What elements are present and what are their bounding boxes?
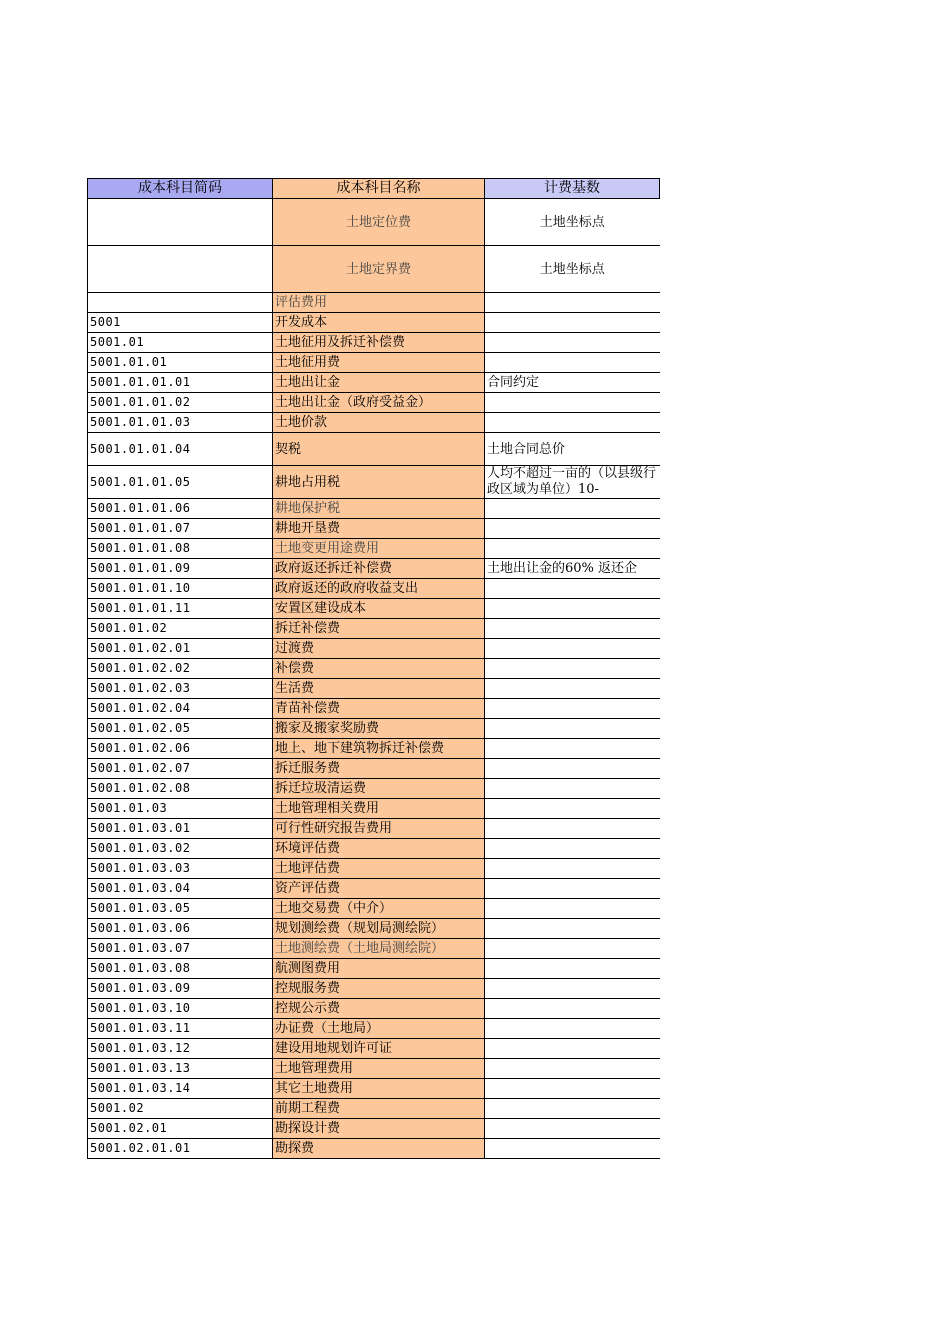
cell-basis[interactable] (485, 979, 660, 999)
cell-basis[interactable]: 土地出让金的60% 返还企 (485, 559, 660, 579)
cell-name[interactable]: 过渡费 (273, 639, 485, 659)
cell-code[interactable]: 5001.02.01 (88, 1119, 273, 1139)
table-row (88, 1039, 660, 1059)
table-row (88, 393, 660, 413)
cell-name[interactable]: 前期工程费 (273, 1099, 485, 1119)
table-row (88, 466, 660, 499)
table-row (88, 919, 660, 939)
cell-code[interactable] (88, 199, 273, 246)
cell-code[interactable]: 5001.01.03.04 (88, 879, 273, 899)
cell-basis[interactable] (485, 579, 660, 599)
table-row (88, 839, 660, 859)
cell-code[interactable]: 5001.01.02.07 (88, 759, 273, 779)
table-row (88, 639, 660, 659)
cell-name[interactable]: 土地评估费 (273, 859, 485, 879)
cell-code[interactable]: 5001.01.03.11 (88, 1019, 273, 1039)
cell-code[interactable]: 5001.01.01.08 (88, 539, 273, 559)
cell-basis[interactable] (485, 679, 660, 699)
table-row (88, 999, 660, 1019)
cell-basis[interactable] (485, 313, 660, 333)
cell-code[interactable]: 5001.01.01.02 (88, 393, 273, 413)
table-row (88, 353, 660, 373)
cell-code[interactable]: 5001.01.03.07 (88, 939, 273, 959)
cell-basis[interactable]: 人均不超过一亩的（以县级行政区域为单位）10- (485, 466, 660, 499)
cell-basis[interactable] (485, 999, 660, 1019)
cell-name[interactable]: 规划测绘费（规划局测绘院） (273, 919, 485, 939)
table-row (88, 1139, 660, 1159)
table-row (88, 659, 660, 679)
cell-basis[interactable] (485, 759, 660, 779)
cell-name[interactable]: 土地定界费 (273, 246, 485, 293)
cell-name[interactable]: 土地管理相关费用 (273, 799, 485, 819)
cell-name[interactable]: 耕地保护税 (273, 499, 485, 519)
cell-name[interactable]: 土地管理费用 (273, 1059, 485, 1079)
cell-code[interactable]: 5001.01.02.08 (88, 779, 273, 799)
cell-code[interactable]: 5001.01.03.13 (88, 1059, 273, 1079)
cell-basis[interactable] (485, 699, 660, 719)
table-row (88, 939, 660, 959)
cell-code[interactable] (88, 246, 273, 293)
cell-name[interactable]: 耕地占用税 (273, 466, 485, 499)
table-row (88, 719, 660, 739)
cell-basis[interactable] (485, 959, 660, 979)
cell-name[interactable]: 拆迁垃圾清运费 (273, 779, 485, 799)
cell-name[interactable]: 土地交易费（中介） (273, 899, 485, 919)
cell-name[interactable]: 补偿费 (273, 659, 485, 679)
table-row (88, 1119, 660, 1139)
cell-code[interactable]: 5001.01.03.09 (88, 979, 273, 999)
table-row (88, 413, 660, 433)
table-row (88, 599, 660, 619)
cell-code[interactable]: 5001.01.03.14 (88, 1079, 273, 1099)
cell-code[interactable]: 5001.01.01 (88, 353, 273, 373)
cell-code[interactable]: 5001.01.03.12 (88, 1039, 273, 1059)
cell-name[interactable]: 开发成本 (273, 313, 485, 333)
cell-code[interactable]: 5001.01.02.01 (88, 639, 273, 659)
cell-basis[interactable] (485, 1119, 660, 1139)
cell-basis[interactable] (485, 393, 660, 413)
cell-basis[interactable] (485, 499, 660, 519)
cell-code[interactable]: 5001.01.01.09 (88, 559, 273, 579)
cell-name[interactable]: 土地测绘费（土地局测绘院） (273, 939, 485, 959)
cell-name[interactable]: 拆迁服务费 (273, 759, 485, 779)
cell-name[interactable]: 搬家及搬家奖励费 (273, 719, 485, 739)
table-row (88, 619, 660, 639)
table-row (88, 1019, 660, 1039)
cell-basis[interactable] (485, 1139, 660, 1159)
cell-basis[interactable] (485, 1099, 660, 1119)
cell-basis[interactable] (485, 413, 660, 433)
cell-basis[interactable] (485, 1079, 660, 1099)
cell-basis[interactable] (485, 293, 660, 313)
cell-name[interactable]: 土地变更用途费用 (273, 539, 485, 559)
cell-code[interactable]: 5001.01.01.04 (88, 433, 273, 466)
cell-name[interactable]: 生活费 (273, 679, 485, 699)
cell-code[interactable]: 5001.01.03.06 (88, 919, 273, 939)
table-row (88, 699, 660, 719)
cell-name[interactable]: 土地出让金（政府受益金） (273, 393, 485, 413)
cell-code[interactable]: 5001.01.02.05 (88, 719, 273, 739)
cell-name[interactable]: 其它土地费用 (273, 1079, 485, 1099)
cell-name[interactable]: 土地定位费 (273, 199, 485, 246)
cell-code[interactable]: 5001.01.02.06 (88, 739, 273, 759)
cell-name[interactable]: 建设用地规划许可证 (273, 1039, 485, 1059)
cell-code[interactable]: 5001.01.01.07 (88, 519, 273, 539)
cell-code[interactable]: 5001.01.03.03 (88, 859, 273, 879)
cell-name[interactable]: 土地价款 (273, 413, 485, 433)
cell-basis[interactable] (485, 859, 660, 879)
table-row (88, 899, 660, 919)
cell-name[interactable]: 勘探设计费 (273, 1119, 485, 1139)
cell-name[interactable]: 控规公示费 (273, 999, 485, 1019)
cell-code[interactable]: 5001.01.02.04 (88, 699, 273, 719)
cell-name[interactable]: 安置区建设成本 (273, 599, 485, 619)
cell-name[interactable]: 青苗补偿费 (273, 699, 485, 719)
cell-basis[interactable] (485, 799, 660, 819)
cell-code[interactable]: 5001.01.03.02 (88, 839, 273, 859)
header-name[interactable]: 成本科目名称 (273, 179, 485, 199)
table-row (88, 559, 660, 579)
cell-name[interactable]: 可行性研究报告费用 (273, 819, 485, 839)
cell-basis[interactable] (485, 659, 660, 679)
cell-basis[interactable] (485, 1059, 660, 1079)
cell-code[interactable]: 5001.02 (88, 1099, 273, 1119)
table-row (88, 373, 660, 393)
table-row (88, 739, 660, 759)
cell-code[interactable]: 5001.01.03.01 (88, 819, 273, 839)
table-row (88, 333, 660, 353)
cell-code[interactable]: 5001.01.03.05 (88, 899, 273, 919)
cell-basis[interactable] (485, 539, 660, 559)
table-row (88, 799, 660, 819)
cell-basis[interactable] (485, 719, 660, 739)
cell-name[interactable]: 土地征用费 (273, 353, 485, 373)
cell-name[interactable]: 地上、地下建筑物拆迁补偿费 (273, 739, 485, 759)
cell-name[interactable]: 办证费（土地局） (273, 1019, 485, 1039)
table-row (88, 779, 660, 799)
cell-name[interactable]: 航测图费用 (273, 959, 485, 979)
table-row (88, 293, 660, 313)
cell-code[interactable]: 5001.01 (88, 333, 273, 353)
cell-basis[interactable] (485, 1039, 660, 1059)
table-row (88, 879, 660, 899)
cell-basis[interactable] (485, 1019, 660, 1039)
table-row (88, 1059, 660, 1079)
cell-basis[interactable] (485, 779, 660, 799)
cell-basis[interactable] (485, 739, 660, 759)
cell-name[interactable]: 评估费用 (273, 293, 485, 313)
table-row (88, 519, 660, 539)
cell-name[interactable]: 土地征用及拆迁补偿费 (273, 333, 485, 353)
cell-basis[interactable] (485, 619, 660, 639)
cell-basis[interactable] (485, 839, 660, 859)
cell-name[interactable]: 环境评估费 (273, 839, 485, 859)
cost-subject-sheet (87, 178, 659, 1159)
cell-code[interactable]: 5001.01.01.03 (88, 413, 273, 433)
cell-basis[interactable]: 土地合同总价 (485, 433, 660, 466)
table-row (88, 499, 660, 519)
table-row (88, 819, 660, 839)
cell-code[interactable] (88, 293, 273, 313)
cell-code[interactable]: 5001.01.03.10 (88, 999, 273, 1019)
cell-name[interactable]: 政府返还拆迁补偿费 (273, 559, 485, 579)
cell-name[interactable]: 契税 (273, 433, 485, 466)
cell-basis[interactable] (485, 599, 660, 619)
cell-code[interactable]: 5001.02.01.01 (88, 1139, 273, 1159)
table-row (88, 1099, 660, 1119)
cell-name[interactable]: 政府返还的政府收益支出 (273, 579, 485, 599)
cell-basis[interactable] (485, 939, 660, 959)
cell-code[interactable]: 5001.01.02.03 (88, 679, 273, 699)
cell-basis[interactable] (485, 519, 660, 539)
cell-basis[interactable] (485, 353, 660, 373)
table-row (88, 1079, 660, 1099)
header-basis[interactable]: 计费基数 (485, 179, 660, 199)
cell-basis[interactable] (485, 919, 660, 939)
header-row (88, 179, 660, 199)
cell-code[interactable]: 5001.01.01.05 (88, 466, 273, 499)
cell-code[interactable]: 5001.01.01.10 (88, 579, 273, 599)
table-row (88, 433, 660, 466)
cell-basis[interactable]: 土地坐标点 (485, 246, 660, 293)
table-row (88, 539, 660, 559)
cell-code[interactable]: 5001.01.03 (88, 799, 273, 819)
cell-basis[interactable] (485, 899, 660, 919)
cell-code[interactable]: 5001.01.01.11 (88, 599, 273, 619)
table-row (88, 199, 660, 246)
table-body (88, 199, 660, 1159)
table-row (88, 859, 660, 879)
table-row (88, 313, 660, 333)
cell-name[interactable]: 土地出让金 (273, 373, 485, 393)
table-row (88, 246, 660, 293)
cell-basis[interactable]: 土地坐标点 (485, 199, 660, 246)
cell-basis[interactable] (485, 819, 660, 839)
cell-code[interactable]: 5001.01.03.08 (88, 959, 273, 979)
table-row (88, 579, 660, 599)
cell-basis[interactable] (485, 333, 660, 353)
cell-name[interactable]: 耕地开垦费 (273, 519, 485, 539)
table-row (88, 959, 660, 979)
cell-basis[interactable]: 合同约定 (485, 373, 660, 393)
cell-basis[interactable] (485, 639, 660, 659)
cell-name[interactable]: 拆迁补偿费 (273, 619, 485, 639)
cell-code[interactable]: 5001.01.02 (88, 619, 273, 639)
cell-name[interactable]: 控规服务费 (273, 979, 485, 999)
cell-code[interactable]: 5001 (88, 313, 273, 333)
cell-code[interactable]: 5001.01.02.02 (88, 659, 273, 679)
header-code[interactable]: 成本科目简码 (88, 179, 273, 199)
cell-code[interactable]: 5001.01.01.01 (88, 373, 273, 393)
cell-name[interactable]: 勘探费 (273, 1139, 485, 1159)
cell-code[interactable]: 5001.01.01.06 (88, 499, 273, 519)
table-row (88, 679, 660, 699)
cost-subject-table (87, 178, 660, 1159)
table-row (88, 979, 660, 999)
cell-name[interactable]: 资产评估费 (273, 879, 485, 899)
cell-basis[interactable] (485, 879, 660, 899)
table-row (88, 759, 660, 779)
